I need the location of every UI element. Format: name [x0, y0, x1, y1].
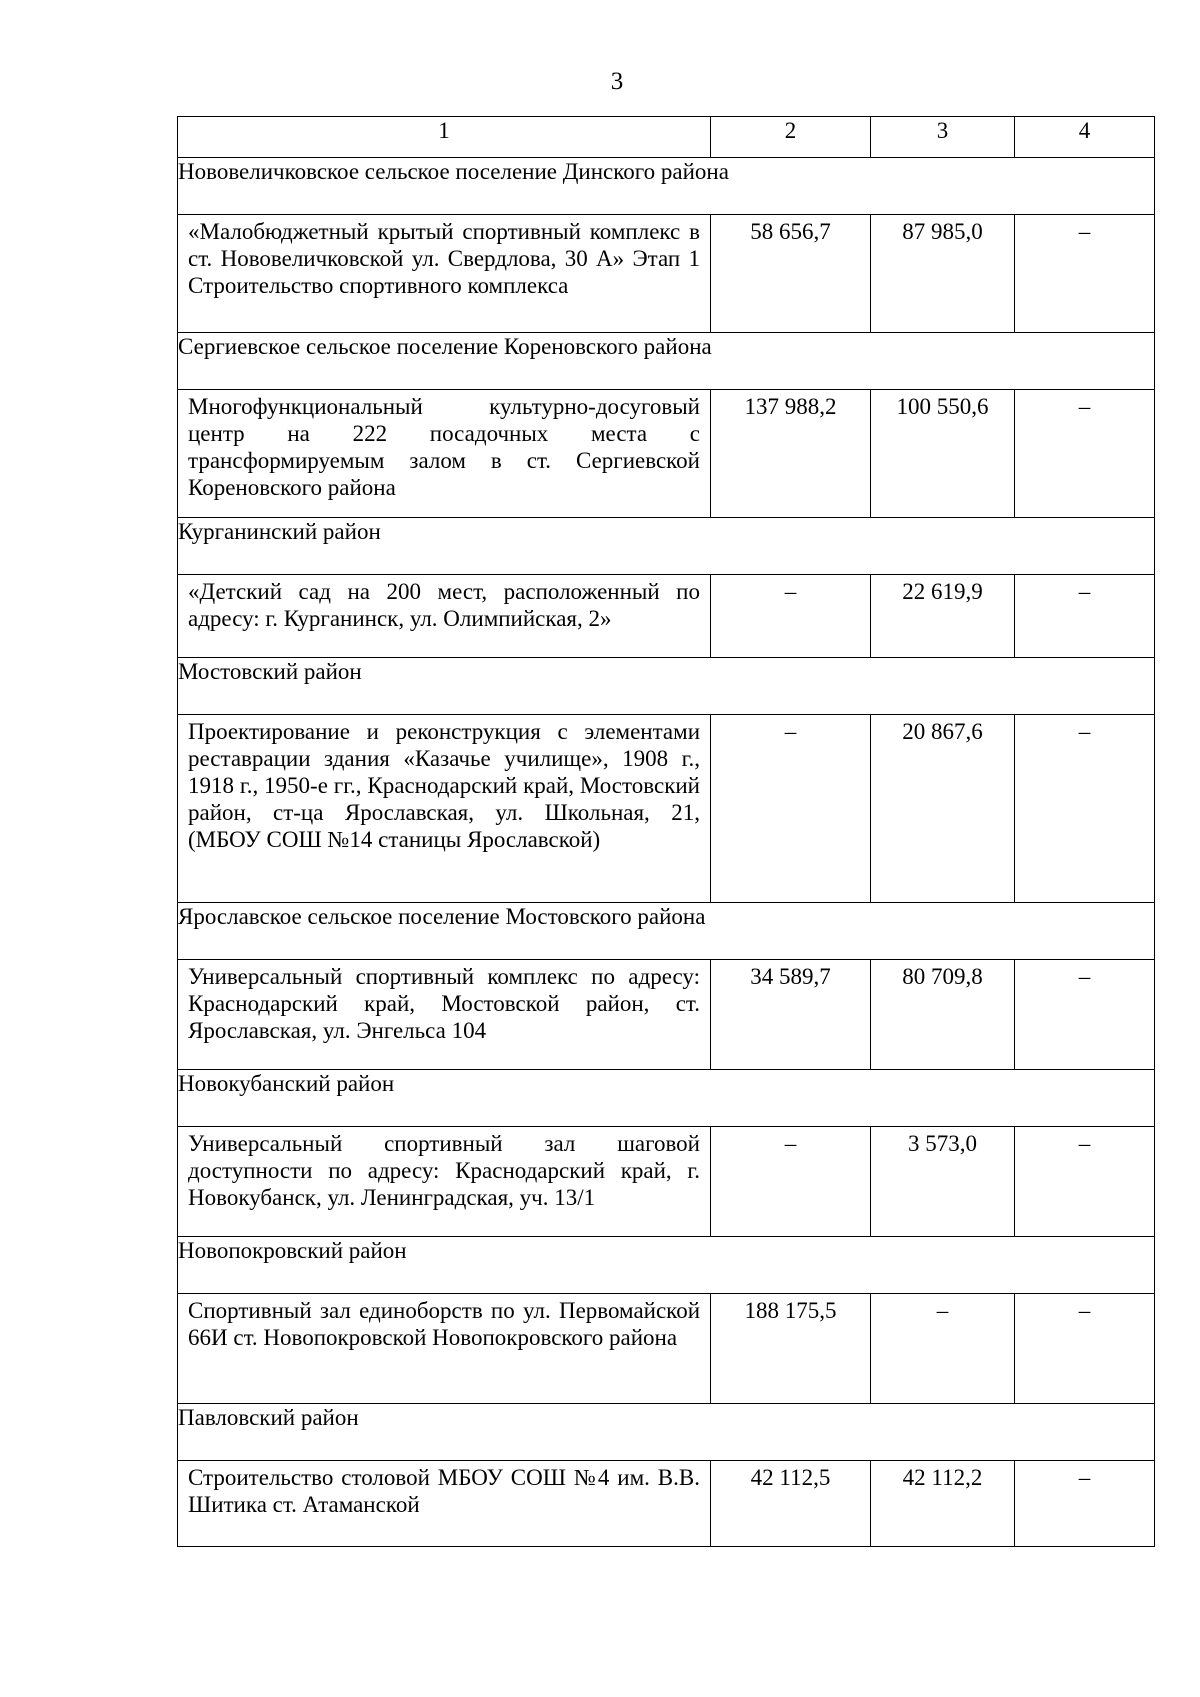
value-col4: – — [1015, 1294, 1155, 1404]
value-col3: 87 985,0 — [871, 215, 1015, 333]
column-header-4: 4 — [1015, 117, 1155, 158]
section-title: Новокубанский район — [178, 1070, 1155, 1127]
object-description: Проектирование и реконструкция с элементами реставрации здания «Казачье училище», 1908 г., 1918 г., 1950-е гг., Краснодарский край, Мостовский район, ст-ца Ярославская, ул. Школьная, 21, (МБОУ СОШ №14 станицы Ярославской) — [178, 715, 711, 903]
section-row — [178, 333, 1155, 390]
value-col3: 42 112,2 — [871, 1461, 1015, 1547]
value-col3: 3 573,0 — [871, 1127, 1015, 1237]
value-col4: – — [1015, 715, 1155, 903]
object-description: Строительство столовой МБОУ СОШ №4 им. В.В. Шитика ст. Атаманской — [178, 1461, 711, 1547]
section-row — [178, 658, 1155, 715]
section-row — [178, 158, 1155, 215]
value-col3: 22 619,9 — [871, 575, 1015, 658]
value-col2: 58 656,7 — [711, 215, 871, 333]
table-row — [178, 1127, 1155, 1237]
column-header-2: 2 — [711, 117, 871, 158]
table-header-row — [178, 117, 1155, 158]
section-title: Нововеличковское сельское поселение Динского района — [178, 158, 1155, 215]
section-title: Курганинский район — [178, 518, 1155, 575]
value-col4: – — [1015, 1127, 1155, 1237]
value-col2: 42 112,5 — [711, 1461, 871, 1547]
table-row — [178, 390, 1155, 518]
value-col4: – — [1015, 215, 1155, 333]
section-title: Павловский район — [178, 1404, 1155, 1461]
value-col4: – — [1015, 575, 1155, 658]
objects-table — [177, 116, 1155, 1547]
column-header-1: 1 — [178, 117, 711, 158]
table-row — [178, 960, 1155, 1070]
section-row — [178, 1404, 1155, 1461]
section-row — [178, 903, 1155, 960]
section-title: Ярославское сельское поселение Мостовского района — [178, 903, 1155, 960]
object-description: Спортивный зал единоборств по ул. Первомайской 66И ст. Новопокровской Новопокровского района — [178, 1294, 711, 1404]
object-description: Многофункциональный культурно-досуговый центр на 222 посадочных места с трансформируемым залом в ст. Сергиевской Кореновского района — [178, 390, 711, 518]
section-title: Мостовский район — [178, 658, 1155, 715]
table-row — [178, 215, 1155, 333]
section-row — [178, 1070, 1155, 1127]
value-col3: 100 550,6 — [871, 390, 1015, 518]
column-header-3: 3 — [871, 117, 1015, 158]
value-col3: 20 867,6 — [871, 715, 1015, 903]
table-row — [178, 1294, 1155, 1404]
value-col2: – — [711, 575, 871, 658]
table-row — [178, 715, 1155, 903]
value-col4: – — [1015, 960, 1155, 1070]
object-description: Универсальный спортивный зал шаговой доступности по адресу: Краснодарский край, г. Новокубанск, ул. Ленинградская, уч. 13/1 — [178, 1127, 711, 1237]
object-description: «Детский сад на 200 мест, расположенный по адресу: г. Курганинск, ул. Олимпийская, 2» — [178, 575, 711, 658]
value-col2: 188 175,5 — [711, 1294, 871, 1404]
section-row — [178, 518, 1155, 575]
value-col2: – — [711, 1127, 871, 1237]
value-col3: 80 709,8 — [871, 960, 1015, 1070]
value-col2: 34 589,7 — [711, 960, 871, 1070]
section-row — [178, 1237, 1155, 1294]
table-row — [178, 1461, 1155, 1547]
value-col3: – — [871, 1294, 1015, 1404]
object-description: «Малобюджетный крытый спортивный комплекс в ст. Нововеличковской ул. Свердлова, 30 А» Этап 1 Строительство спортивного комплекса — [178, 215, 711, 333]
value-col2: 137 988,2 — [711, 390, 871, 518]
object-description: Универсальный спортивный комплекс по адресу: Краснодарский край, Мостовской район, ст. Ярославская, ул. Энгельса 104 — [178, 960, 711, 1070]
value-col2: – — [711, 715, 871, 903]
table-row — [178, 575, 1155, 658]
page-number: 3 — [610, 68, 624, 95]
section-title: Сергиевское сельское поселение Кореновского района — [178, 333, 1155, 390]
value-col4: – — [1015, 390, 1155, 518]
section-title: Новопокровский район — [178, 1237, 1155, 1294]
value-col4: – — [1015, 1461, 1155, 1547]
